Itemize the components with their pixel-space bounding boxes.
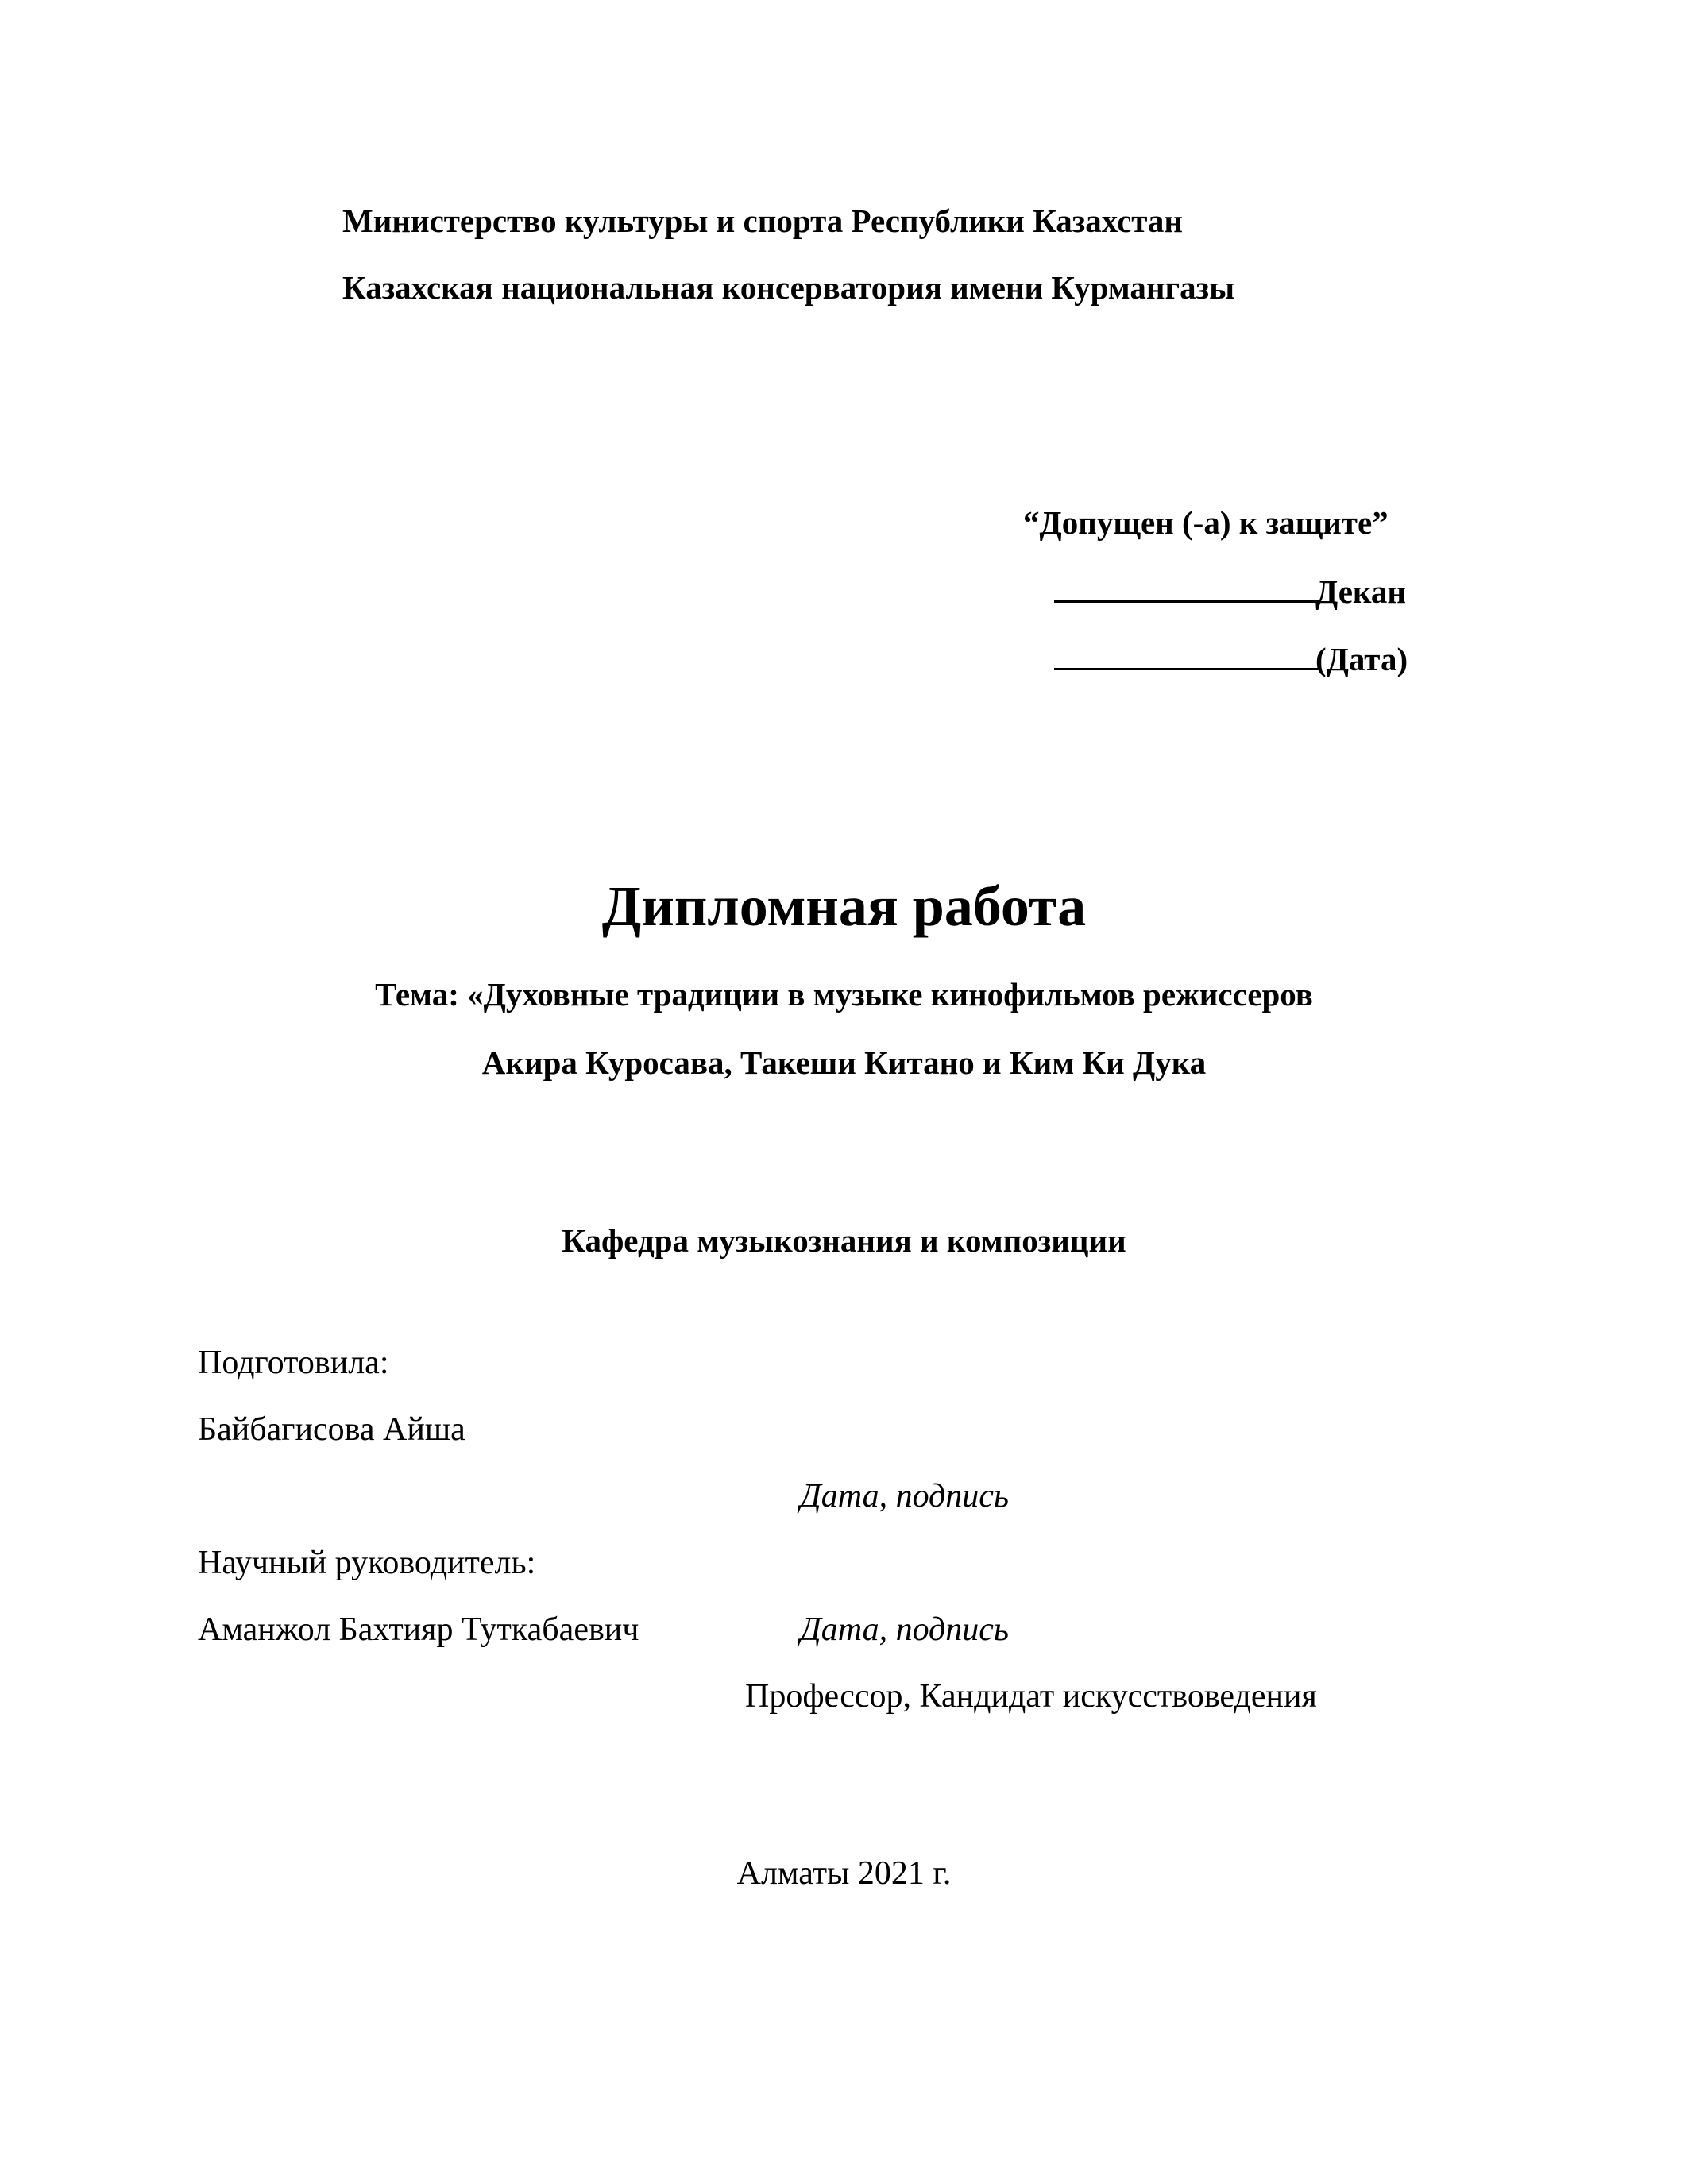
admitted-to-defense: “Допущен (-а) к защите” bbox=[1023, 504, 1389, 541]
document-title: Дипломная работа bbox=[601, 874, 1087, 938]
department-name: Кафедра музыкознания и композиции bbox=[562, 1222, 1126, 1259]
dean-label: Декан bbox=[1315, 573, 1407, 610]
signature-underline bbox=[1054, 572, 1320, 603]
author-name: Байбагисова Айша bbox=[198, 1411, 465, 1448]
supervisor-title: Профессор, Кандидат искусствоведения bbox=[745, 1678, 1317, 1715]
author-date-signature: Дата, подпись bbox=[800, 1478, 1010, 1515]
ministry-heading: Министерство культуры и спорта Республики Казахстан bbox=[342, 203, 1184, 239]
dean-signature-line bbox=[1054, 572, 1406, 608]
date-label: (Дата) bbox=[1315, 641, 1408, 677]
supervisor-name: Аманжол Бахтияр Туткабаевич bbox=[198, 1611, 639, 1648]
prepared-by-label: Подготовила: bbox=[198, 1345, 389, 1381]
topic-line-1: Тема: «Духовные традиции в музыке кинофильмов режиссеров bbox=[375, 976, 1313, 1013]
topic-line-2: Акира Куросава, Такеши Китано и Ким Ки Дука bbox=[481, 1044, 1207, 1081]
conservatory-heading: Казахская национальная консерватория имени Курмангазы bbox=[342, 269, 1235, 306]
date-signature-line bbox=[1054, 639, 1408, 676]
city-year: Алматы 2021 г. bbox=[736, 1855, 952, 1892]
supervisor-date-signature: Дата, подпись bbox=[800, 1611, 1010, 1648]
date-underline bbox=[1054, 639, 1320, 670]
supervisor-label: Научный руководитель: bbox=[198, 1545, 536, 1581]
